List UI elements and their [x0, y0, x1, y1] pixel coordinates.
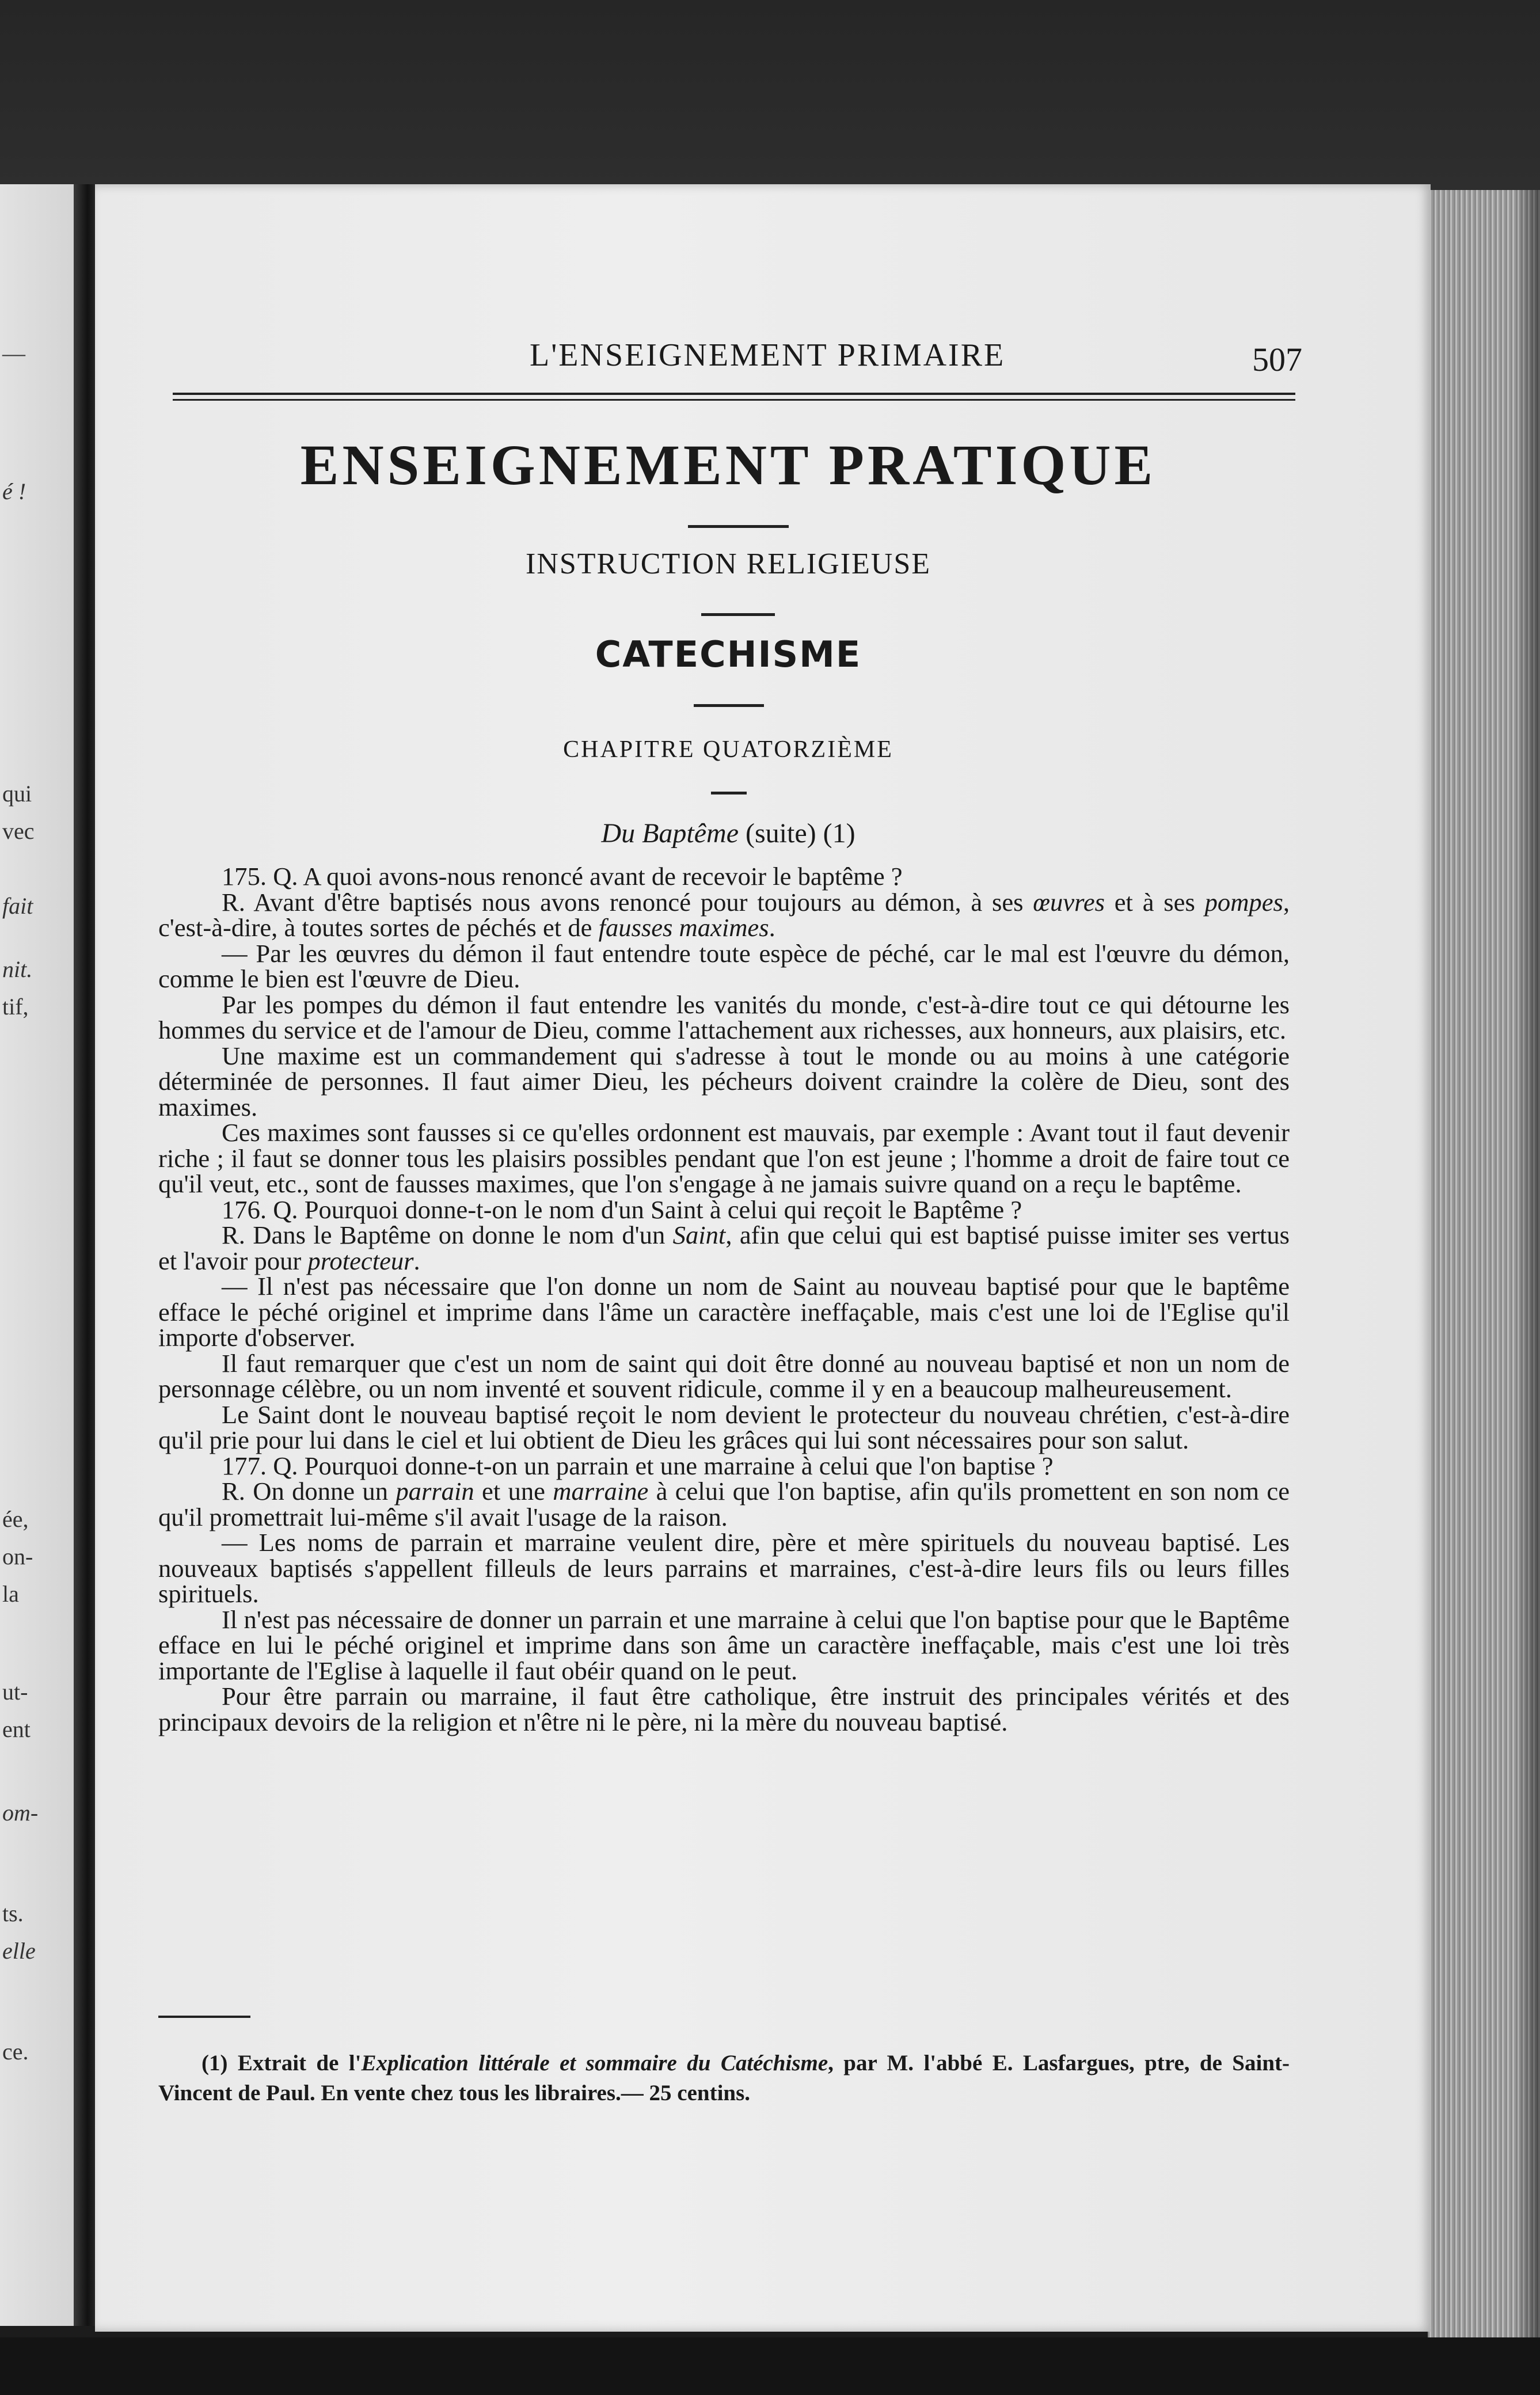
paragraph-text: . [769, 913, 775, 942]
title-rule [688, 525, 789, 528]
paragraph-text: — Par les œuvres du démon il faut entendre toute espèce de péché, car le mal est l'œuvre du démon, comme le bien est l'œuvre de Dieu. [158, 938, 1290, 993]
paragraph [158, 1530, 1290, 1607]
paragraph [158, 1222, 1290, 1273]
paragraph [158, 1607, 1290, 1684]
chapter-heading: CHAPITRE QUATORZIÈME [563, 736, 893, 763]
paragraph [158, 992, 1290, 1043]
footnote-marker: (1) [201, 2051, 228, 2075]
paragraph-text: 176. Q. Pourquoi donne-t-on le nom d'un Saint à celui qui reçoit le Baptême ? [222, 1195, 1022, 1224]
page-number: 507 [1252, 341, 1302, 378]
footnote-work-title: Explication littérale et sommaire du Catéchisme [361, 2051, 828, 2075]
paragraph-text: Par les pompes du démon il faut entendre les vanités du monde, c'est-à-dire tout ce qui détourne les hommes du service et de l'amour de Dieu, comme l'attachement aux richesses, aux honneurs, aux plaisirs, etc. [158, 990, 1290, 1044]
header-double-rule [173, 393, 1295, 401]
left-page-fragment: ce. [2, 2039, 29, 2065]
left-page-fragment: on- [2, 1544, 33, 1569]
footnote-rule [158, 2016, 250, 2018]
paragraph [158, 1348, 1290, 1403]
paragraph-text: Une maxime est un commandement qui s'adresse à tout le monde ou au moins à une catégorie déterminée de personnes. Il faut aimer Dieu, les pécheurs doivent craindre la colère de Dieu, sont des maximes. [158, 1041, 1290, 1122]
paragraph-text: — Il n'est pas nécessaire que l'on donne un nom de Saint au nouveau baptisé pour que le baptême efface le péché originel et imprime dans l'âme un caractère ineffaçable, mais c'est une loi de l'Eglise qu'il importe d'observer. [158, 1272, 1290, 1352]
left-page-fragment: qui [2, 781, 32, 807]
page-edges [1428, 190, 1540, 2337]
scan-top-border [0, 0, 1540, 190]
paragraph-text: R. Dans le Baptême on donne le nom d'un [222, 1221, 673, 1249]
subtitle-main: Du Baptême [601, 818, 739, 849]
main-title: ENSEIGNEMENT PRATIQUE [300, 433, 1157, 497]
section-rule [701, 613, 775, 616]
paragraph [158, 1402, 1290, 1453]
book-gutter [74, 184, 97, 2326]
left-page-fragment: tif, [2, 994, 29, 1020]
paragraph [158, 889, 1290, 941]
italic-term: parrain [396, 1477, 474, 1506]
paragraph [158, 1683, 1290, 1735]
paragraph [158, 864, 1290, 889]
catechism-body [158, 864, 1290, 1735]
footnote-prefix: Extrait de l' [237, 2051, 362, 2075]
italic-term: pompes [1204, 887, 1283, 917]
paragraph-text: Pour être parrain ou marraine, il faut être catholique, être instruit des principales vérités et des principaux devoirs de la religion et n'être ni le père, ni la mère du nouveau baptisé. [158, 1682, 1290, 1736]
paragraph-text: à celui que l'on baptise, afin qu'ils promettent en son nom ce qu'il promettrait lui-même s'il avait l'usage de la raison. [158, 1477, 1290, 1531]
left-page-fragment: om- [2, 1800, 39, 1826]
left-page-fragment: ut- [2, 1679, 28, 1705]
catechism-heading: CATECHISME [595, 633, 862, 675]
paragraph-text: 175. Q. A quoi avons-nous renoncé avant de recevoir le baptême ? [222, 862, 903, 891]
footnote-reference: (1) [823, 818, 855, 849]
running-title: L'ENSEIGNEMENT PRIMAIRE [530, 337, 1006, 373]
left-page-fragment: elle [2, 1938, 36, 1964]
paragraph-text: R. Avant d'être baptisés nous avons renoncé pour toujours au démon, à ses [222, 887, 1033, 917]
paragraph-text: — Les noms de parrain et marraine veulent dire, père et mère spirituels du nouveau baptisé. Les nouveaux baptisés s'appellent filleuls de leurs parrains et marraines, c'est-à-dire leurs fils ou leurs filles spirituels. [158, 1528, 1290, 1608]
italic-term: marraine [553, 1477, 649, 1506]
paragraph [158, 1043, 1290, 1120]
left-page-fragment: é ! [2, 478, 26, 504]
paragraph-text: et à ses [1104, 887, 1205, 917]
catechism-rule [694, 704, 764, 707]
paragraph-text: , afin que celui qui est baptisé puisse imiter ses vertus et l'avoir pour [158, 1221, 1290, 1275]
book-page [95, 184, 1431, 2332]
chapter-subtitle [158, 818, 1298, 849]
section-heading: INSTRUCTION RELIGIEUSE [525, 548, 931, 580]
italic-term: œuvres [1033, 887, 1105, 917]
paragraph-text: 177. Q. Pourquoi donne-t-on un parrain et une marraine à celui que l'on baptise ? [222, 1451, 1054, 1480]
paragraph-text: Il n'est pas nécessaire de donner un parrain et une marraine à celui que l'on baptise pour que le Baptême efface en lui le péché originel et imprime dans son âme un caractère ineffaçable, mais c'est une loi très importante de l'Eglise à laquelle il faut obéir quand on le peut. [158, 1605, 1290, 1685]
paragraph-text: R. On donne un [222, 1477, 396, 1506]
paragraph-text: Le Saint dont le nouveau baptisé reçoit le nom devient le protecteur du nouveau chrétien, c'est-à-dire qu'il prie pour lui dans le ciel et lui obtient de Dieu les grâces qui lui sont nécessaires pour son salut. [158, 1400, 1290, 1454]
italic-term: protecteur [307, 1246, 414, 1275]
paragraph [158, 1120, 1290, 1197]
footnote-rest: , par M. l'abbé E. Lasfargues, ptre, de Saint-Vincent de Paul. En vente chez tous les libraires.— 25 centins. [158, 2051, 1290, 2105]
left-page-fragment: vec [2, 818, 35, 844]
paragraph [158, 938, 1290, 993]
paragraph [158, 1197, 1290, 1223]
scan-bottom-border [0, 2337, 1540, 2395]
paragraph-text: . [413, 1246, 420, 1275]
left-page-fragment: — [2, 340, 25, 366]
paragraph [158, 1478, 1290, 1530]
footnote [158, 2048, 1290, 2108]
italic-term: fausses maximes [598, 913, 769, 942]
left-page-fragment: ts. [2, 1900, 24, 1926]
left-page-fragment: la [2, 1581, 19, 1607]
paragraph-text: Ces maximes sont fausses si ce qu'elles ordonnent est mauvais, par exemple : Avant tout il faut devenir riche ; il faut se donner tous les plaisirs possibles pendant que l'on est jeune ; l'homme a droit de faire tout ce qu'il veut, etc., sont de fausses maximes, que l'on s'engage à ne jamais suivre quand on a reçu le baptême. [158, 1118, 1290, 1198]
subtitle-suite: (suite) [746, 818, 816, 849]
paragraph-text: , c'est-à-dire, à toutes sortes de péchés et de [158, 887, 1290, 942]
italic-term: Saint [672, 1221, 726, 1249]
left-page-fragment: fait [2, 893, 33, 919]
left-page-fragment: ent [2, 1716, 31, 1742]
chapter-rule [711, 792, 747, 794]
paragraph-text: Il faut remarquer que c'est un nom de saint qui doit être donné au nouveau baptisé et non un nom de personnage célèbre, ou un nom inventé et souvent ridicule, comme il y en a beaucoup malheureusement. [158, 1348, 1290, 1403]
paragraph [158, 1273, 1290, 1351]
paragraph [158, 1453, 1290, 1479]
left-facing-page [0, 184, 75, 2326]
left-page-fragment: ée, [2, 1506, 29, 1532]
paragraph-text: et une [474, 1477, 553, 1506]
left-page-fragment: nit. [2, 956, 33, 982]
